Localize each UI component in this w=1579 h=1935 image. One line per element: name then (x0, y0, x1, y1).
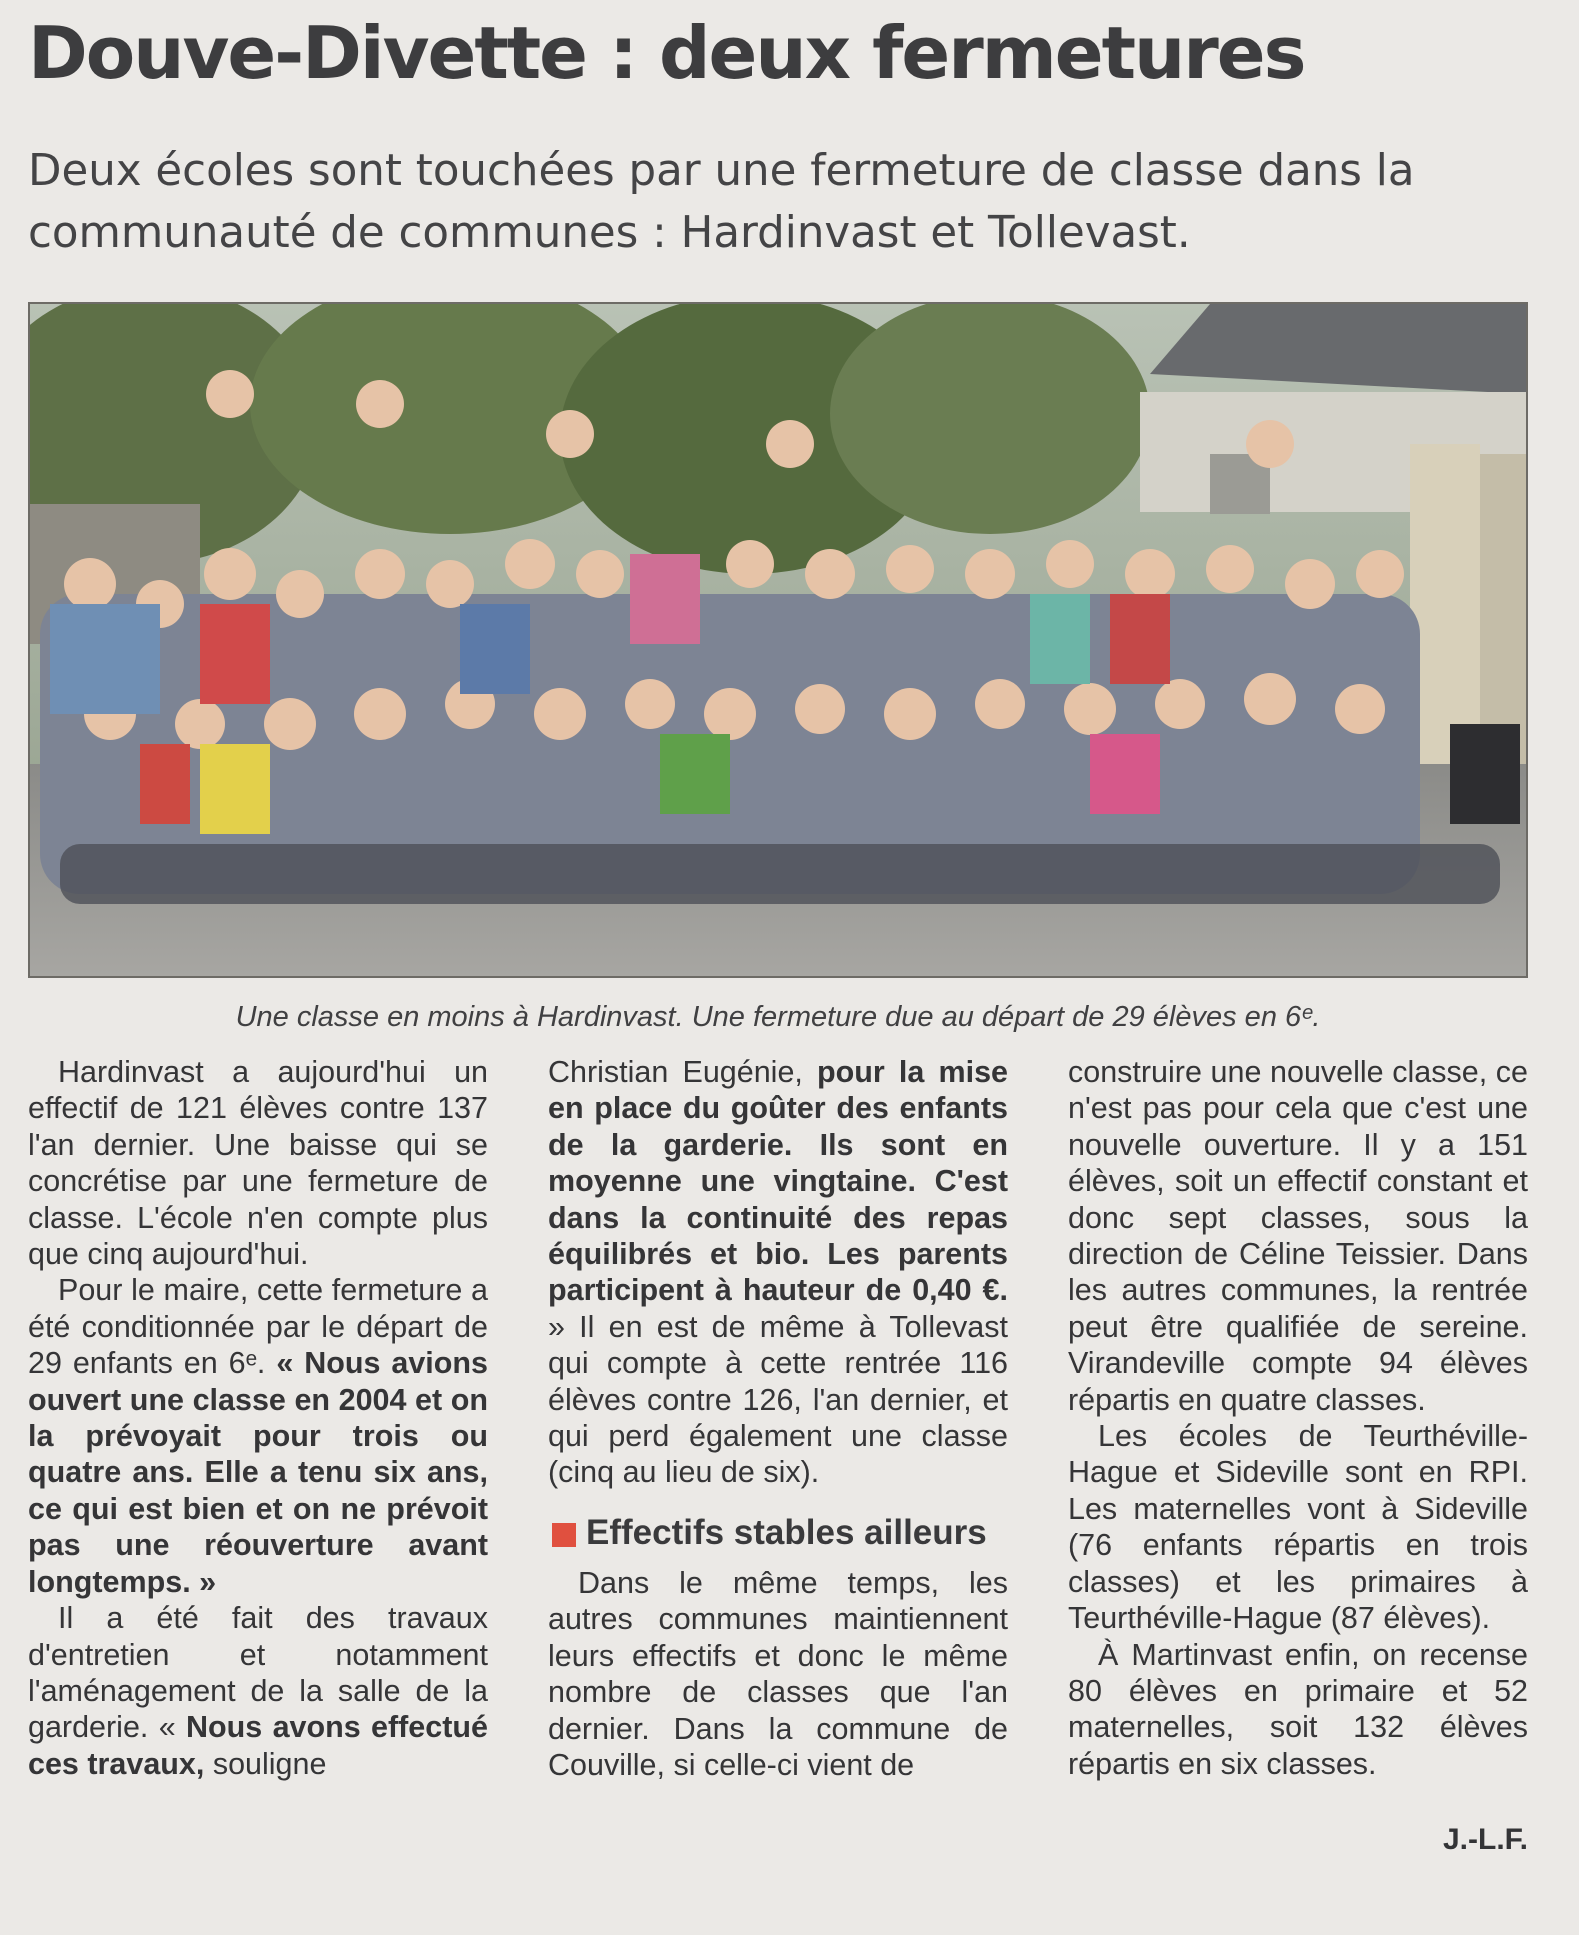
paragraph-text: Christian Eugénie, (548, 1055, 803, 1089)
red-square-icon (552, 1523, 576, 1547)
photo-illustration (30, 304, 1526, 976)
article-column-1 (28, 1054, 488, 1782)
article-title: Douve-Divette : deux fermetures (28, 11, 1305, 95)
paragraph: Dans le même temps, les autres communes maintiennent leurs effectifs et donc le même nombre de classes que l'an dernier. Dans la commune de Couville, si celle-ci vient de (548, 1565, 1008, 1782)
paragraph: Les écoles de Teurthéville-Hague et Sideville sont en RPI. Les maternelles vont à Sideville (76 enfants répartis en trois classes) et les primaires à Teurthéville-Hague (87 élèves). (1068, 1419, 1528, 1636)
section-subheading (548, 1513, 1008, 1553)
paragraph: construire une nouvelle classe, ce n'est pas pour cela que c'est une nouvelle ouverture. Il y a 151 élèves, soit un effectif constant et donc sept classes, sous la direction de Céline Teissier. Dans les autres communes, la rentrée peut être qualifiée de sereine. Virandeville compte 94 élèves répartis en quatre classes. (1068, 1055, 1528, 1417)
author-signature: J.-L.F. (1442, 1823, 1528, 1856)
paragraph (548, 1054, 1008, 1491)
paragraph (28, 1600, 488, 1782)
paragraph: Hardinvast a aujourd'hui un effectif de 121 élèves contre 137 l'an dernier. Une baisse qui se concrétise par une fermeture de classe. L'école n'en compte plus que cinq aujourd'hui. (28, 1055, 488, 1272)
paragraph-text: Pour le maire, cette fermeture a été conditionnée par le départ de 29 enfants en 6ᵉ. (28, 1273, 488, 1381)
paragraph (28, 1272, 488, 1600)
paragraph-text-end: souligne (212, 1746, 327, 1781)
quote-start: Nous avons effectué ces travaux, (28, 1710, 488, 1781)
paragraph-text-end: » Il en est de même à Tollevast qui compte à cette rentrée 116 élèves contre 126, l'an dernier, et qui perd également une classe (cinq au lieu de six). (548, 1309, 1008, 1490)
class-group-photo (28, 302, 1528, 978)
subheading-text: Effectifs stables ailleurs (586, 1512, 987, 1552)
garderie-quote: pour la mise en place du goûter des enfants de la garderie. Ils sont en moyenne une vingtaine. C'est dans la continuité des repas équilibrés et bio. Les parents participent à hauteur de 0,40 €. (548, 1055, 1008, 1308)
article-column-2 (548, 1054, 1008, 1783)
photo-caption: Une classe en moins à Hardinvast. Une fermeture due au départ de 29 élèves en 6ᵉ. (235, 1001, 1321, 1033)
paragraph-text: Il a été fait des travaux d'entretien et notamment l'aménagement de la salle de la garderie. « (28, 1601, 488, 1745)
paragraph: À Martinvast enfin, on recense 80 élèves en primaire et 52 maternelles, soit 132 élèves répartis en six classes. (1068, 1637, 1528, 1781)
article-column-3 (1068, 1054, 1528, 1782)
article-subtitle: Deux écoles sont touchées par une fermeture de classe dans la communauté de communes : Hardinvast et Tollevast. (28, 146, 1415, 258)
mayor-quote: « Nous avions ouvert une classe en 2004 et on la prévoyait pour trois ou quatre ans. Elle a tenu six ans, ce qui est bien et on ne prévoit pas une réouverture avant longtemps. » (28, 1346, 488, 1599)
